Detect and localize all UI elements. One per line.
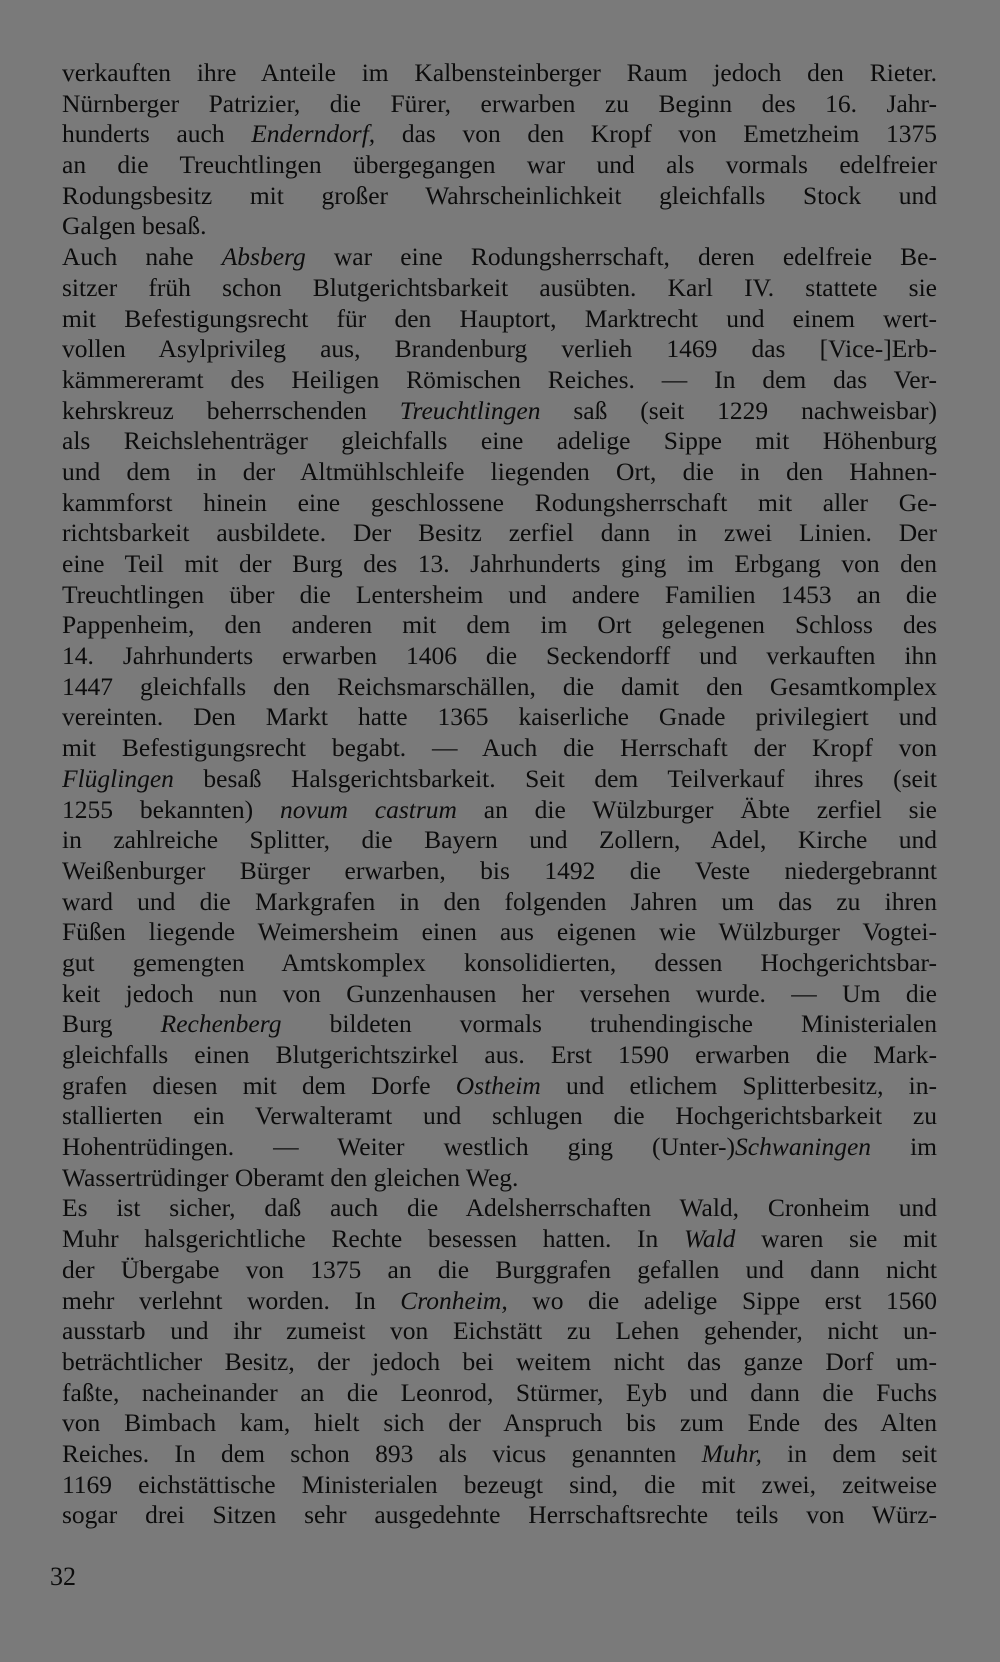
text-run: faßte, nacheinander an die Leonrod, Stürmer, Eyb und dann die Fuchs <box>62 1377 937 1407</box>
text-line <box>62 488 937 519</box>
italic-place-name: Enderndorf, <box>251 119 376 149</box>
text-run: der Übergabe von 1375 an die Burggrafen gefallen und dann nicht <box>62 1254 937 1284</box>
text-line <box>62 549 937 580</box>
text-line <box>62 365 937 396</box>
text-run: kehrskreuz beherrschenden <box>62 395 400 425</box>
text-line <box>62 396 937 427</box>
text-run: besaß Halsgerichtsbarkeit. Seit dem Teilverkauf ihres (seit <box>173 763 937 793</box>
text-line <box>62 1163 937 1194</box>
text-line <box>62 764 937 795</box>
text-line <box>62 1132 937 1163</box>
text-run: waren sie mit <box>735 1224 937 1254</box>
text-run: eine Teil mit der Burg des 13. Jahrhunderts ging im Erbgang von den <box>62 549 937 578</box>
text-line <box>62 1193 937 1224</box>
text-line <box>62 273 937 304</box>
text-run: mehr verlehnt worden. In <box>62 1285 401 1315</box>
text-run: grafen diesen mit dem Dorfe <box>62 1070 456 1100</box>
italic-place-name: novum castrum <box>279 794 457 824</box>
italic-place-name: Flüglingen <box>62 763 174 793</box>
text-line <box>62 795 937 826</box>
text-run: Treuchtlingen über die Lentersheim und andere Familien 1453 an die <box>62 579 937 609</box>
text-run: und dem in der Altmühlschleife liegenden Ort, die in den Hahnen- <box>62 456 937 486</box>
text-line <box>62 89 937 120</box>
text-run: verkauften ihre Anteile im Kalbensteinberger Raum jedoch den Rieter. <box>62 58 937 87</box>
text-line <box>62 1286 937 1317</box>
text-run: mit Befestigungsrecht begabt. — Auch die Herrschaft der Kropf von <box>62 733 937 763</box>
text-run: Reiches. In dem schon 893 als vicus genannten <box>62 1438 702 1468</box>
text-run: Muhr halsgerichtliche Rechte besessen hatten. In <box>62 1224 684 1254</box>
text-run: Pappenheim, den anderen mit dem im Ort gelegenen Schloss des <box>62 610 937 640</box>
text-line <box>62 58 937 89</box>
italic-place-name: Treuchtlingen <box>399 395 541 425</box>
text-line <box>62 304 937 335</box>
text-run: ward und die Markgrafen in den folgenden Jahren um das zu ihren <box>62 886 937 916</box>
text-run: hunderts auch <box>62 119 252 149</box>
text-line <box>62 426 937 457</box>
text-line <box>62 1408 937 1439</box>
text-line <box>62 457 937 488</box>
text-line <box>62 917 937 948</box>
text-run: 1447 gleichfalls den Reichsmarschällen, die damit den Gesamtkomplex <box>62 671 937 701</box>
text-run: Nürnberger Patrizier, die Fürer, erwarben zu Beginn des 16. Jahr- <box>62 88 937 118</box>
text-line <box>62 1224 937 1255</box>
text-line <box>62 242 937 273</box>
text-run: an die Treuchtlingen übergegangen war und als vormals edelfreier <box>62 150 937 180</box>
text-line <box>62 733 937 764</box>
text-run: in zahlreiche Splitter, die Bayern und Zollern, Adel, Kirche und <box>62 825 937 855</box>
text-run: im <box>871 1132 937 1162</box>
text-line <box>62 1470 937 1501</box>
text-line <box>62 334 937 365</box>
text-line <box>62 211 937 242</box>
text-run: Es ist sicher, daß auch die Adelsherrschaften Wald, Cronheim und <box>62 1193 937 1223</box>
italic-place-name: Ostheim <box>455 1070 541 1100</box>
text-line <box>62 641 937 672</box>
text-run: saß (seit 1229 nachweisbar) <box>540 395 937 425</box>
italic-place-name: Absberg <box>221 242 306 272</box>
text-line <box>62 119 937 150</box>
text-line <box>62 1378 937 1409</box>
text-run: gleichfalls einen Blutgerichtszirkel aus. Erst 1590 erwarben die Mark- <box>62 1040 937 1069</box>
paragraph <box>62 242 937 1193</box>
body-text <box>62 58 937 1531</box>
text-run: sitzer früh schon Blutgerichtsbarkeit ausübten. Karl IV. stattete sie <box>62 272 937 302</box>
text-run: sogar drei Sitzen sehr ausgedehnte Herrschaftsrechte teils von Würz- <box>62 1500 937 1530</box>
text-run: und etlichem Splitterbesitz, in- <box>540 1070 937 1100</box>
text-run: 1169 eichstättische Ministerialen bezeugt sind, die mit zwei, zeitweise <box>62 1469 937 1499</box>
text-run: in dem seit <box>761 1438 937 1468</box>
text-line <box>62 1347 937 1378</box>
italic-place-name: Cronheim, <box>400 1285 508 1315</box>
text-run: vereinten. Den Markt hatte 1365 kaiserliche Gnade privilegiert und <box>62 702 937 732</box>
text-line <box>62 150 937 181</box>
text-line <box>62 1071 937 1102</box>
text-line <box>62 1439 937 1470</box>
text-run: Wassertrüdinger Oberamt den gleichen Weg. <box>62 1162 519 1192</box>
text-line <box>62 518 937 549</box>
text-line <box>62 702 937 733</box>
text-line <box>62 1101 937 1132</box>
text-line <box>62 979 937 1010</box>
text-run: Galgen besaß. <box>62 211 207 241</box>
text-run: keit jedoch nun von Gunzenhausen her versehen wurde. — Um die <box>62 978 937 1008</box>
text-run: Hohentrüdingen. — Weiter westlich ging (Unter-) <box>62 1132 736 1162</box>
text-line <box>62 1040 937 1071</box>
text-run: bildeten vormals truhendingische Ministerialen <box>281 1009 937 1039</box>
text-run: stallierten ein Verwalteramt und schlugen die Hochgerichtsbarkeit zu <box>62 1101 937 1131</box>
text-line <box>62 610 937 641</box>
text-run: ausstarb und ihr zumeist von Eichstätt zu Lehen gehender, nicht un- <box>62 1316 937 1346</box>
text-run: als Reichslehenträger gleichfalls eine adelige Sippe mit Höhenburg <box>62 426 937 456</box>
text-run: Auch nahe <box>62 242 222 272</box>
text-line <box>62 672 937 703</box>
text-line <box>62 1500 937 1531</box>
text-run: 1255 bekannten) <box>62 794 280 824</box>
paragraph <box>62 1193 937 1531</box>
text-run: das von den Kropf von Emetzheim 1375 <box>375 119 937 149</box>
text-run: Rodungsbesitz mit großer Wahrscheinlichkeit gleichfalls Stock und <box>62 180 937 210</box>
text-run: gut gemengten Amtskomplex konsolidierten, dessen Hochgerichtsbar- <box>62 947 937 977</box>
text-line <box>62 181 937 212</box>
text-line <box>62 1009 937 1040</box>
text-run: beträchtlicher Besitz, der jedoch bei weitem nicht das ganze Dorf um- <box>62 1346 937 1376</box>
text-run: von Bimbach kam, hielt sich der Anspruch bis zum Ende des Alten <box>62 1408 937 1438</box>
italic-place-name: Schwaningen <box>735 1132 872 1162</box>
text-run: wo die adelige Sippe erst 1560 <box>507 1285 937 1315</box>
italic-place-name: Rechenberg <box>160 1009 282 1039</box>
text-run: mit Befestigungsrecht für den Hauptort, Marktrecht und einem wert- <box>62 303 937 333</box>
text-run: Weißenburger Bürger erwarben, bis 1492 die Veste niedergebrannt <box>62 855 937 885</box>
text-run: kammforst hinein eine geschlossene Rodungsherrschaft mit aller Ge- <box>62 487 937 517</box>
text-run: an die Wülzburger Äbte zerfiel sie <box>456 794 937 824</box>
text-line <box>62 580 937 611</box>
text-line <box>62 1255 937 1286</box>
text-run: richtsbarkeit ausbildete. Der Besitz zerfiel dann in zwei Linien. Der <box>62 518 937 548</box>
page-number: 32 <box>50 1562 76 1591</box>
text-run: 14. Jahrhunderts erwarben 1406 die Seckendorff und verkauften ihn <box>62 641 937 671</box>
text-run: Füßen liegende Weimersheim einen aus eigenen wie Wülzburger Vogtei- <box>62 917 937 947</box>
text-line <box>62 1316 937 1347</box>
text-run: war eine Rodungsherrschaft, deren edelfreie Be- <box>305 242 937 272</box>
text-line <box>62 887 937 918</box>
paragraph <box>62 58 937 242</box>
text-run: kämmereramt des Heiligen Römischen Reiches. — In dem das Ver- <box>62 364 937 394</box>
italic-place-name: Wald <box>683 1224 736 1254</box>
text-run: vollen Asylprivileg aus, Brandenburg verlieh 1469 das [Vice-]Erb- <box>62 334 937 364</box>
text-run: Burg <box>62 1009 161 1039</box>
italic-place-name: Muhr, <box>701 1438 762 1468</box>
text-line <box>62 948 937 979</box>
text-line <box>62 825 937 856</box>
text-line <box>62 856 937 887</box>
